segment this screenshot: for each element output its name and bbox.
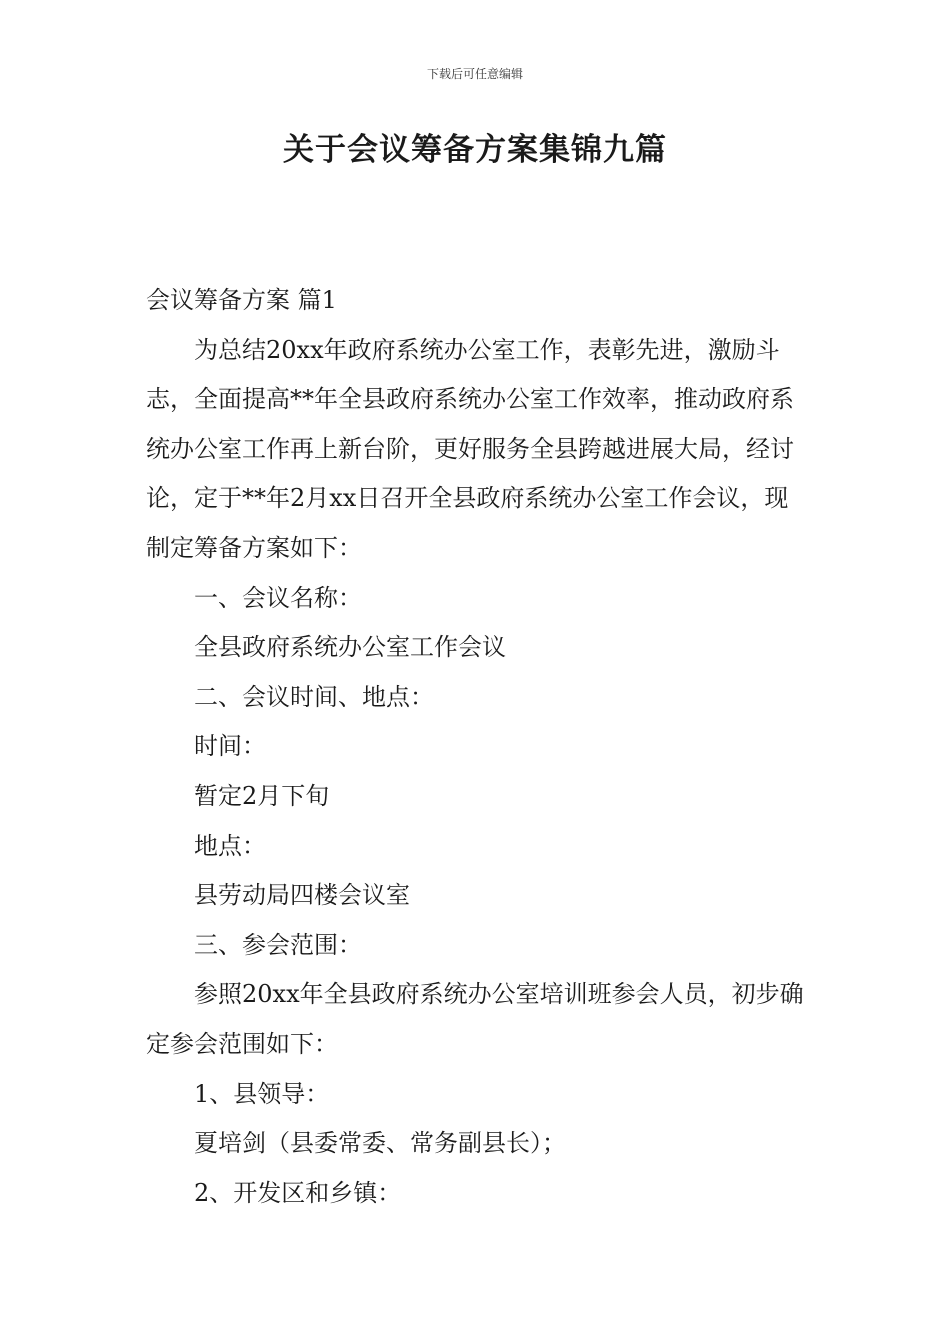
- sub-item-1-value: 夏培剑（县委常委、常务副县长）；: [194, 1129, 566, 1158]
- document-title: 关于会议筹备方案集锦九篇: [283, 132, 667, 168]
- time-label: 时间：: [194, 732, 266, 761]
- item-3-title: 三、参会范围：: [194, 930, 362, 959]
- intro-paragraph: 为总结20xx年政府系统办公室工作，表彰先进，激励斗志，全面提高**年全县政府系统办公室工作效率，推动政府系统办公室工作再上新台阶，更好服务全县跨越进展大局，经讨论，定于**年2月xx日召开全县政府系统办公室工作会议，现制定筹备方案如下：: [146, 335, 794, 562]
- sub-item-2-title: 2、开发区和乡镇：: [194, 1178, 402, 1207]
- item-1-value: 全县政府系统办公室工作会议: [194, 633, 506, 662]
- place-value: 县劳动局四楼会议室: [194, 881, 410, 910]
- place-label: 地点：: [194, 831, 266, 860]
- scope-paragraph: 参照20xx年全县政府系统办公室培训班参会人员，初步确定参会范围如下：: [146, 980, 804, 1058]
- sub-item-1-title: 1、县领导：: [194, 1079, 330, 1108]
- item-1-title: 一、会议名称：: [194, 583, 362, 612]
- document-body: [146, 276, 806, 1218]
- item-2-title: 二、会议时间、地点：: [194, 682, 434, 711]
- time-value: 暂定2月下旬: [194, 781, 330, 810]
- section-heading: 会议筹备方案 篇1: [146, 286, 337, 314]
- page-header-note: 下载后可任意编辑: [426, 67, 523, 81]
